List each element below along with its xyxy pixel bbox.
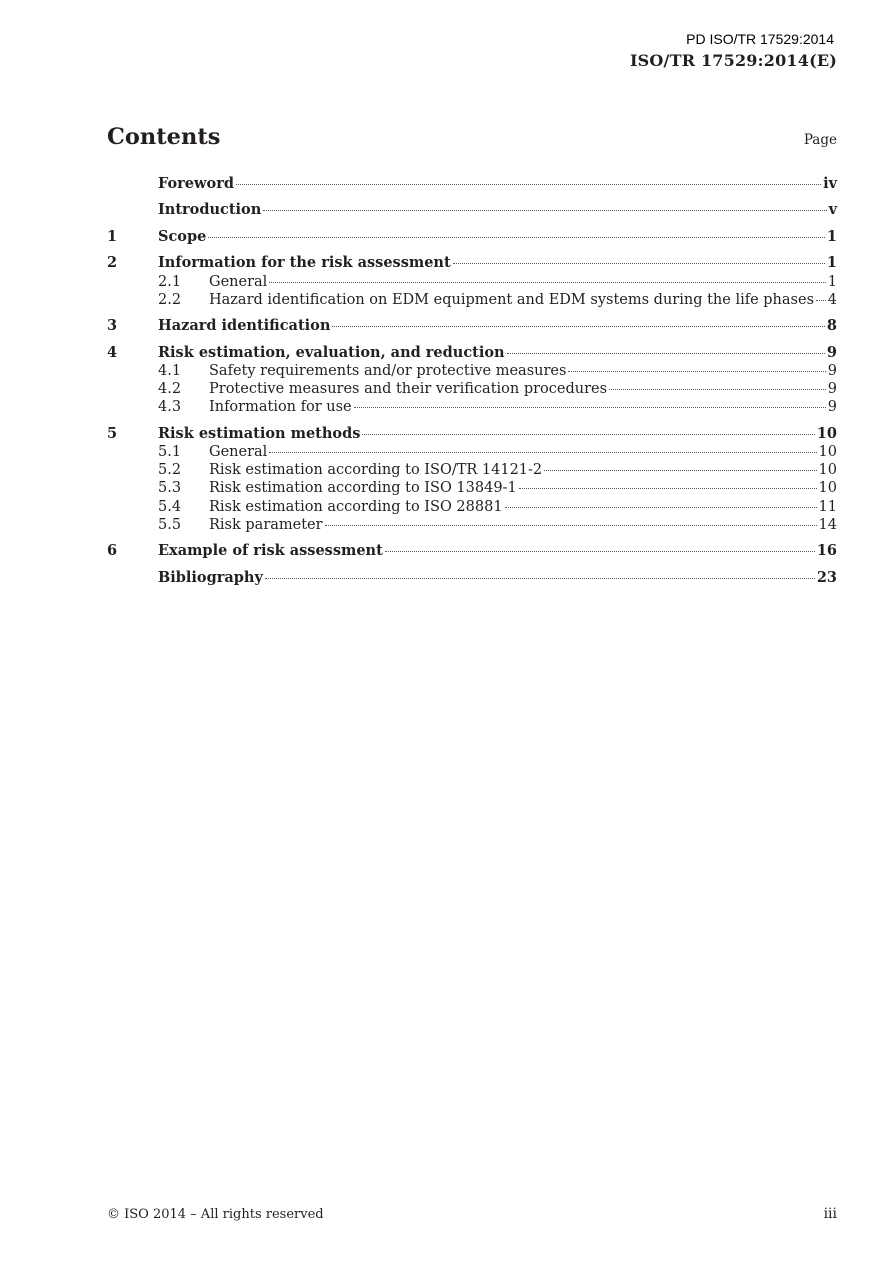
toc-dot-leader (269, 452, 816, 453)
toc-entry-number: 2 (107, 254, 118, 272)
toc-dot-leader (453, 263, 825, 264)
toc-dot-leader (544, 470, 816, 471)
toc-dot-leader (385, 551, 815, 552)
toc-dot-leader (208, 237, 825, 238)
toc-dot-leader (236, 184, 821, 185)
toc-entry-number: 5.3 (158, 480, 182, 497)
toc-dot-leader (609, 389, 826, 390)
toc-entry[interactable] (107, 425, 837, 443)
toc-entry-number: 5.5 (158, 516, 182, 533)
toc-entry-title: Risk estimation according to ISO 28881 (209, 498, 503, 515)
toc-entry-page: 16 (816, 542, 837, 560)
toc-entry[interactable] (107, 516, 837, 534)
toc-entry-number: 5.4 (158, 498, 182, 515)
toc-entry[interactable] (107, 317, 837, 335)
toc-entry-title: Foreword (158, 175, 234, 192)
toc-entry-page: 11 (818, 498, 837, 515)
toc-entry-page: 1 (826, 227, 837, 245)
toc-entry[interactable] (107, 398, 837, 416)
toc-entry[interactable] (107, 461, 837, 479)
page-column-label: Page (803, 132, 837, 148)
toc-entry-number: 4 (107, 343, 118, 361)
toc-entry[interactable] (107, 273, 837, 291)
toc-entry-number: 5 (107, 424, 118, 442)
toc-entry-title: Risk estimation methods (158, 424, 361, 442)
toc-dot-leader (519, 488, 817, 489)
toc-entry-title: General (209, 444, 268, 461)
toc-entry-page: 14 (818, 516, 837, 533)
toc-entry-page: 10 (818, 444, 837, 461)
toc-entry-page: 9 (827, 399, 837, 416)
toc-entry-title: Scope (158, 227, 207, 245)
toc-dot-leader (332, 326, 825, 327)
toc-entry-number: 4.1 (158, 362, 182, 379)
toc-entry[interactable] (107, 228, 837, 246)
toc-entry[interactable] (107, 362, 837, 380)
toc-entry-title: Information for use (209, 399, 352, 416)
toc-entry-page: 9 (826, 343, 837, 361)
toc-entry-title: Example of risk assessment (158, 542, 383, 560)
toc-dot-leader (362, 434, 814, 435)
toc-entry-page: 1 (826, 254, 837, 272)
toc-entry[interactable] (107, 201, 837, 219)
toc-entry-number: 5.1 (158, 444, 182, 461)
toc-entry-page: 8 (826, 317, 837, 335)
toc-entry-title: Introduction (158, 201, 262, 219)
toc-entry[interactable] (107, 380, 837, 398)
toc-dot-leader (816, 300, 826, 301)
contents-title: Contents (107, 124, 221, 150)
toc-entry[interactable] (107, 498, 837, 516)
toc-entry-page: 10 (816, 424, 837, 442)
contents-heading-row (107, 124, 837, 150)
toc-entry-page: v (828, 201, 837, 219)
toc-entry-title: Hazard identification on EDM equipment and EDM systems during the life phases (209, 291, 815, 308)
toc-dot-leader (325, 525, 817, 526)
toc-entry[interactable] (107, 344, 837, 362)
toc-dot-leader (505, 507, 817, 508)
copyright-notice: © ISO 2014 – All rights reserved (107, 1207, 324, 1222)
toc-entry-title: Information for the risk assessment (158, 254, 451, 272)
toc-dot-leader (263, 210, 826, 211)
toc-entry-page: 23 (816, 568, 837, 586)
toc-entry-title: Risk estimation according to ISO/TR 14121-2 (209, 462, 543, 479)
toc-entry-number: 6 (107, 542, 118, 560)
toc-entry[interactable] (107, 569, 837, 587)
toc-dot-leader (568, 371, 825, 372)
toc-entry-title: Safety requirements and/or protective measures (209, 362, 567, 379)
toc-entry[interactable] (107, 443, 837, 461)
header-standard-reference: PD ISO/TR 17529:2014 (686, 31, 834, 47)
toc-entry-page: 10 (818, 462, 837, 479)
page-number: iii (823, 1206, 837, 1222)
toc-entry[interactable] (107, 542, 837, 560)
toc-entry-page: 10 (818, 480, 837, 497)
toc-entry-title: Bibliography (158, 568, 263, 586)
toc-entry-title: Protective measures and their verification procedures (209, 381, 608, 398)
toc-entry-number: 1 (107, 227, 118, 245)
toc-entry-page: iv (823, 175, 837, 192)
toc-entry-page: 9 (827, 362, 837, 379)
toc-entry[interactable] (107, 254, 837, 272)
toc-entry-number: 4.2 (158, 381, 182, 398)
toc-entry[interactable] (107, 291, 837, 309)
toc-entry-number: 2.2 (158, 291, 182, 308)
header-document-id: ISO/TR 17529:2014(E) (629, 51, 837, 70)
toc-dot-leader (265, 578, 815, 579)
toc-entry-page: 9 (827, 381, 837, 398)
toc-dot-leader (269, 282, 825, 283)
toc-entry[interactable] (107, 479, 837, 497)
table-of-contents (107, 175, 837, 587)
toc-entry-title: Risk estimation, evaluation, and reduction (158, 343, 505, 361)
toc-dot-leader (507, 353, 825, 354)
toc-entry-page: 4 (827, 291, 837, 308)
toc-entry-number: 5.2 (158, 462, 182, 479)
toc-entry-page: 1 (827, 273, 837, 290)
toc-dot-leader (354, 407, 826, 408)
toc-entry-title: General (209, 273, 268, 290)
toc-entry-number: 4.3 (158, 399, 182, 416)
toc-entry-title: Risk estimation according to ISO 13849-1 (209, 480, 517, 497)
toc-entry-number: 2.1 (158, 273, 182, 290)
toc-entry-number: 3 (107, 317, 118, 335)
toc-entry-title: Hazard identification (158, 317, 331, 335)
toc-entry[interactable] (107, 175, 837, 193)
toc-entry-title: Risk parameter (209, 516, 323, 533)
